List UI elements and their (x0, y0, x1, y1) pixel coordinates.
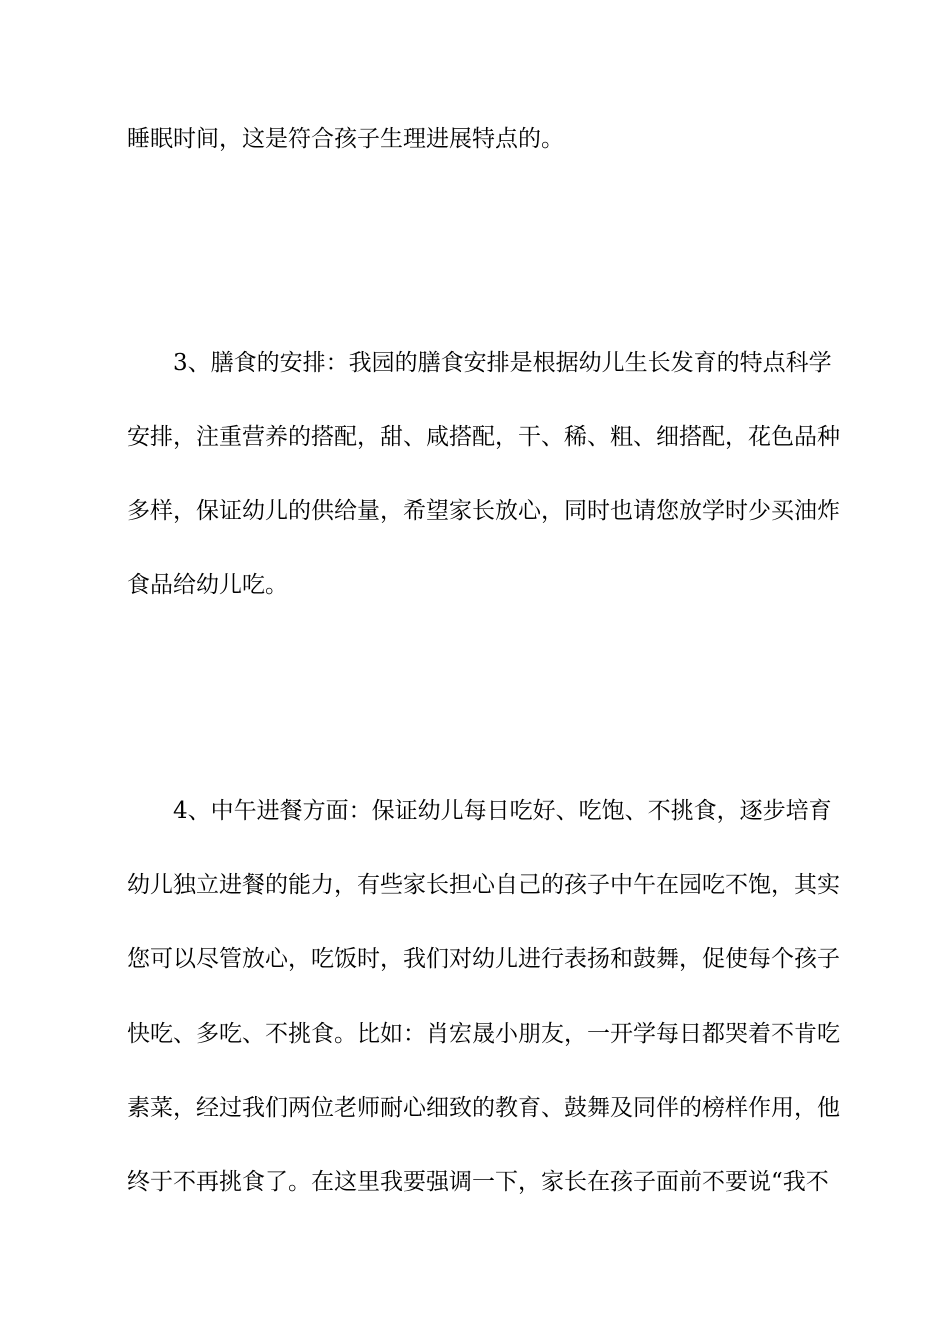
paragraph-3-line-2: 安排，注重营养的搭配，甜、咸搭配，干、稀、粗、细搭配，花色品种 (127, 424, 840, 450)
paragraph-4-line-1: 4、中午进餐方面：保证幼儿每日吃好、吃饱、不挑食，逐步培育 (173, 798, 832, 824)
paragraph-3-line-1: 3、膳食的安排：我园的膳食安排是根据幼儿生长发育的特点科学 (173, 350, 832, 376)
paragraph-4-line-5: 素菜，经过我们两位老师耐心细致的教育、鼓舞及同伴的榜样作用，他 (127, 1095, 840, 1121)
paragraph-3-line-3: 多样，保证幼儿的供给量，希望家长放心，同时也请您放学时少买油炸 (127, 498, 840, 524)
paragraph-4-line-2: 幼儿独立进餐的能力，有些家长担心自己的孩子中午在园吃不饱，其实 (127, 872, 840, 898)
text-line-1: 睡眠时间，这是符合孩子生理进展特点的。 (127, 126, 564, 152)
paragraph-4-line-6: 终于不再挑食了。在这里我要强调一下，家长在孩子面前不要说“我不 (127, 1169, 829, 1195)
paragraph-4-line-4: 快吃、多吃、不挑食。比如：肖宏晟小朋友，一开学每日都哭着不肯吃 (127, 1021, 840, 1047)
paragraph-3-line-4: 食品给幼儿吃。 (127, 572, 288, 598)
paragraph-4-line-3: 您可以尽管放心，吃饭时，我们对幼儿进行表扬和鼓舞，促使每个孩子 (127, 946, 840, 972)
